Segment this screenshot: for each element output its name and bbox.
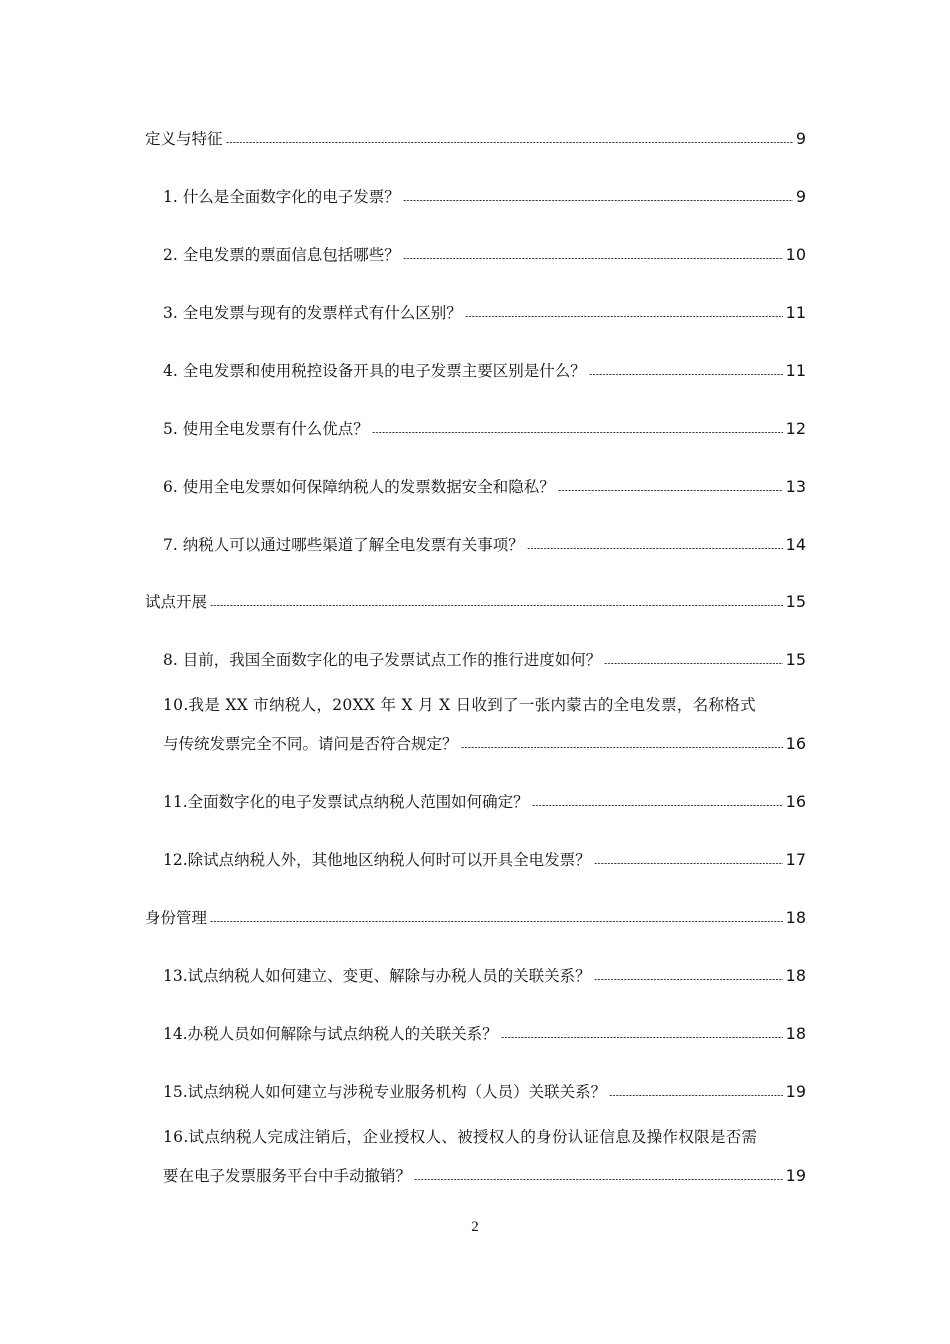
toc-entry-text: 12.除试点纳税人外，其他地区纳税人何时可以开具全电发票？ bbox=[163, 851, 591, 869]
toc-entry-text: 5. 使用全电发票有什么优点？ bbox=[163, 420, 369, 438]
toc-page-number: 19 bbox=[785, 1082, 806, 1101]
toc-entry-13[interactable] bbox=[163, 966, 806, 986]
toc-entry-5[interactable] bbox=[163, 419, 806, 439]
toc-leader bbox=[589, 374, 783, 375]
toc-leader bbox=[527, 548, 783, 549]
toc-entry-14[interactable] bbox=[163, 1024, 806, 1044]
toc-page-number: 14 bbox=[785, 535, 806, 554]
toc-leader bbox=[609, 1095, 782, 1096]
toc-leader bbox=[414, 1179, 783, 1180]
toc-leader bbox=[210, 605, 783, 606]
toc-page-number: 18 bbox=[785, 1024, 806, 1043]
toc-entry-10[interactable] bbox=[163, 734, 806, 754]
toc-entry-text: 2. 全电发票的票面信息包括哪些？ bbox=[163, 246, 400, 264]
toc-entry-12[interactable] bbox=[163, 850, 806, 870]
toc-entry-text: 13.试点纳税人如何建立、变更、解除与办税人员的关联关系？ bbox=[163, 967, 591, 985]
toc-entry-7[interactable] bbox=[163, 535, 806, 555]
toc-entry-16[interactable] bbox=[163, 1166, 806, 1186]
toc-section-title: 身份管理 bbox=[145, 909, 208, 927]
toc-leader bbox=[403, 200, 793, 201]
toc-entry-4[interactable] bbox=[163, 361, 806, 381]
toc-leader bbox=[532, 805, 783, 806]
toc-entry-1[interactable] bbox=[163, 187, 806, 207]
toc-page-number: 16 bbox=[785, 734, 806, 753]
toc-page-number: 17 bbox=[785, 850, 806, 869]
toc-section-title: 定义与特征 bbox=[145, 130, 223, 148]
toc-leader bbox=[594, 979, 783, 980]
toc-entry-text: 要在电子发票服务平台中手动撤销？ bbox=[163, 1167, 412, 1185]
toc-page-number: 11 bbox=[785, 303, 806, 322]
toc-page-number: 9 bbox=[795, 129, 806, 148]
page-footer-number: 2 bbox=[471, 1219, 479, 1235]
toc-entry-text: 7. 纳税人可以通过哪些渠道了解全电发票有关事项？ bbox=[163, 536, 524, 554]
toc-page-number: 15 bbox=[785, 650, 806, 669]
toc-page-number: 18 bbox=[785, 966, 806, 985]
toc-page-number: 18 bbox=[785, 908, 806, 927]
toc-entry-text: 6. 使用全电发票如何保障纳税人的发票数据安全和隐私？ bbox=[163, 478, 555, 496]
toc-entry-2[interactable] bbox=[163, 245, 806, 265]
toc-entry-10-line1[interactable]: 10.我是 XX 市纳税人，20XX 年 X 月 X 日收到了一张内蒙古的全电发票，名称格式 bbox=[163, 696, 756, 714]
toc-leader bbox=[558, 490, 783, 491]
toc-page-number: 10 bbox=[785, 245, 806, 264]
toc-section-pilot[interactable] bbox=[145, 592, 806, 612]
toc-leader bbox=[210, 921, 783, 922]
toc-page-number: 13 bbox=[785, 477, 806, 496]
toc-leader bbox=[465, 316, 783, 317]
toc-leader bbox=[403, 258, 783, 259]
toc-entry-text: 3. 全电发票与现有的发票样式有什么区别？ bbox=[163, 304, 462, 322]
toc-leader bbox=[372, 432, 783, 433]
toc-entry-text: 1. 什么是全面数字化的电子发票？ bbox=[163, 188, 400, 206]
toc-entry-text: 14.办税人员如何解除与试点纳税人的关联关系？ bbox=[163, 1025, 498, 1043]
toc-page-number: 19 bbox=[785, 1166, 806, 1185]
toc-section-identity[interactable] bbox=[145, 908, 806, 928]
toc-page-number: 9 bbox=[795, 187, 806, 206]
toc-leader bbox=[594, 863, 783, 864]
toc-entry-text: 15.试点纳税人如何建立与涉税专业服务机构（人员）关联关系？ bbox=[163, 1083, 607, 1101]
toc-entry-text: 4. 全电发票和使用税控设备开具的电子发票主要区别是什么？ bbox=[163, 362, 586, 380]
toc-leader bbox=[604, 663, 782, 664]
toc-entry-text: 与传统发票完全不同。请问是否符合规定？ bbox=[163, 735, 458, 753]
toc-entry-3[interactable] bbox=[163, 303, 806, 323]
toc-entry-6[interactable] bbox=[163, 477, 806, 497]
toc-leader bbox=[226, 142, 793, 143]
toc-entry-11[interactable] bbox=[163, 792, 806, 812]
toc-page-number: 12 bbox=[785, 419, 806, 438]
toc-page-number: 16 bbox=[785, 792, 806, 811]
toc-page-number: 15 bbox=[785, 592, 806, 611]
toc-entry-text: 11.全面数字化的电子发票试点纳税人范围如何确定？ bbox=[163, 793, 529, 811]
toc-page-number: 11 bbox=[785, 361, 806, 380]
toc-entry-16-line1[interactable]: 16.试点纳税人完成注销后，企业授权人、被授权人的身份认证信息及操作权限是否需 bbox=[163, 1128, 758, 1146]
toc-leader bbox=[501, 1037, 783, 1038]
toc-section-definition[interactable] bbox=[145, 129, 806, 149]
toc-leader bbox=[461, 747, 783, 748]
toc-entry-text: 8. 目前，我国全面数字化的电子发票试点工作的推行进度如何？ bbox=[163, 651, 602, 669]
toc-section-title: 试点开展 bbox=[145, 593, 208, 611]
toc-entry-15[interactable] bbox=[163, 1082, 806, 1102]
toc-entry-8[interactable] bbox=[163, 650, 806, 670]
